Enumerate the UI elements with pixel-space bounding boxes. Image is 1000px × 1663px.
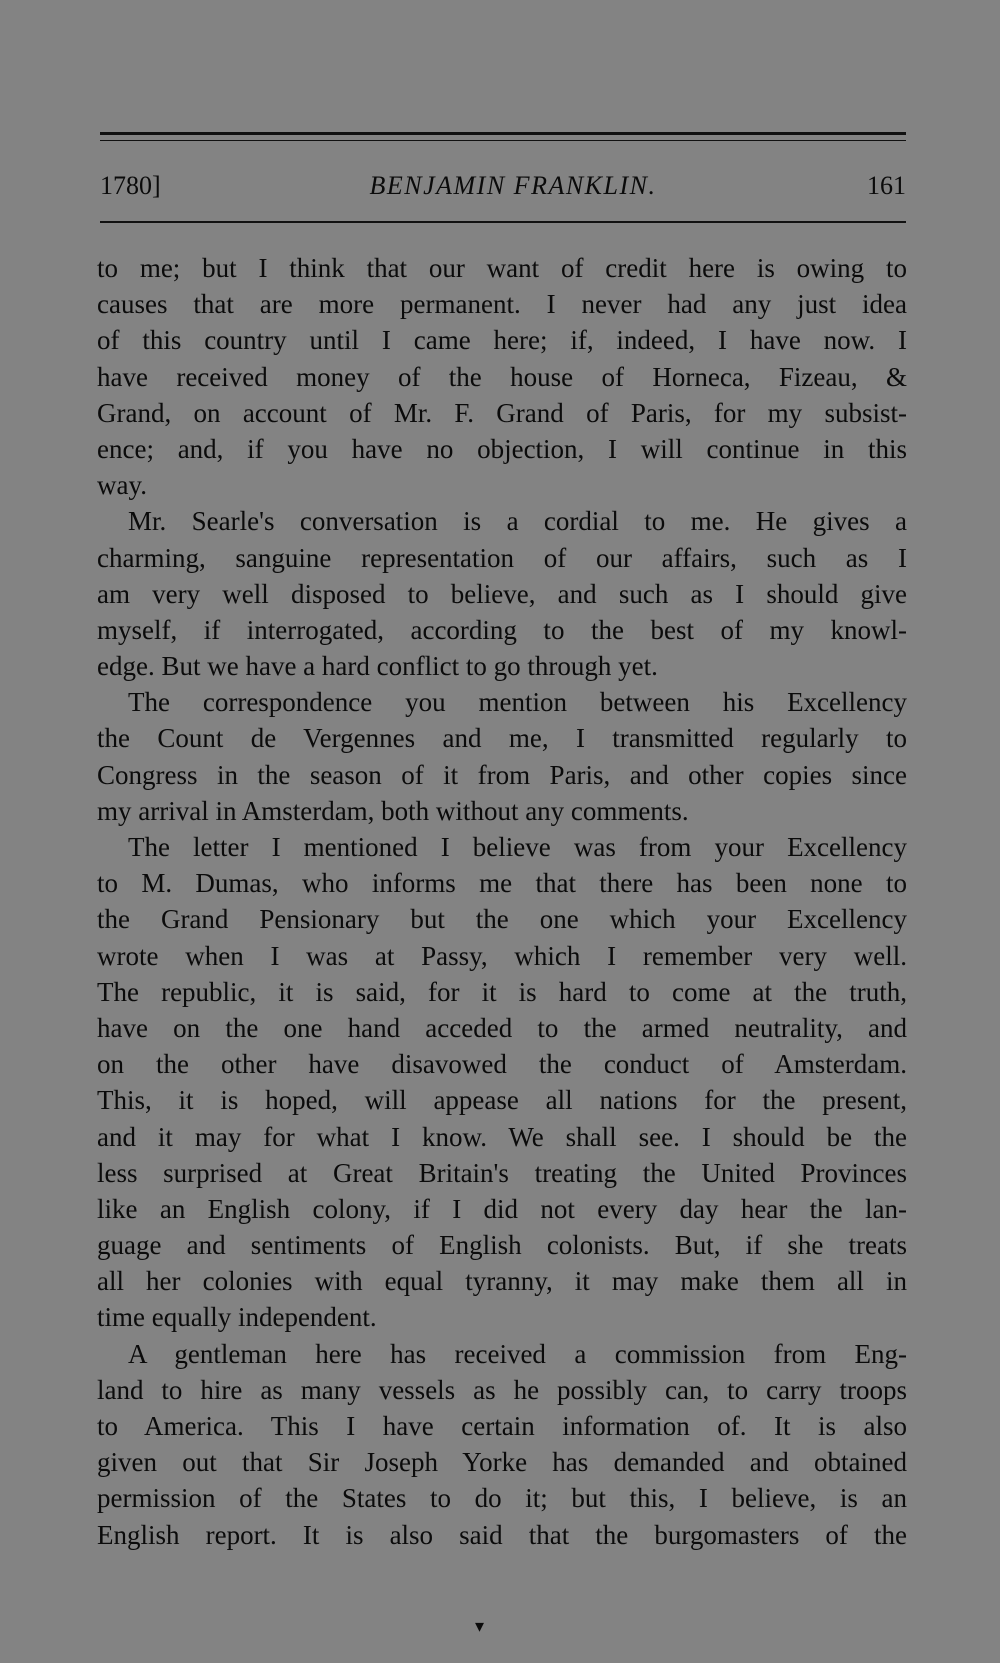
text-line: the Count de Vergennes and me, I transmitted regularly to [97, 723, 907, 754]
text-line: way. [97, 470, 147, 501]
text-line: guage and sentiments of English colonists. But, if she treats [97, 1230, 907, 1261]
text-line: have on the one hand acceded to the armed neutrality, and [97, 1012, 907, 1043]
footer-mark: ▾ [475, 1616, 485, 1636]
header-rule [100, 221, 906, 223]
running-head-year: 1780] [100, 171, 161, 200]
text-line: my arrival in Amsterdam, both without any comments. [97, 795, 689, 826]
text-line: charming, sanguine representation of our affairs, such as I [97, 542, 907, 573]
text-line: ence; and, if you have no objection, I will continue in this [97, 433, 907, 464]
text-line: The republic, it is said, for it is hard to come at the truth, [97, 976, 907, 1007]
text-line: wrote when I was at Passy, which I remember very well. [97, 940, 907, 971]
text-line: edge. But we have a hard conflict to go through yet. [97, 651, 658, 682]
page-number: 161 [867, 171, 906, 200]
text-line: of this country until I came here; if, indeed, I have now. I [97, 325, 907, 356]
text-line: The correspondence you mention between his Excellency [128, 687, 907, 718]
text-line: The letter I mentioned I believe was from your Excellency [128, 832, 907, 862]
text-line: to me; but I think that our want of credit here is owing to [97, 253, 907, 283]
text-line: English report. It is also said that the burgomasters of the [97, 1519, 907, 1550]
text-line: the Grand Pensionary but the one which your Excellency [97, 904, 907, 935]
text-line: and it may for what I know. We shall see. I should be the [97, 1121, 907, 1152]
text-line: This, it is hoped, will appease all nations for the present, [97, 1085, 907, 1116]
text-line: to America. This I have certain information of. It is also [97, 1411, 907, 1441]
text-line: time equally independent. [97, 1302, 377, 1333]
text-line: like an English colony, if I did not every day hear the lan- [97, 1193, 907, 1224]
text-line: on the other have disavowed the conduct of Amsterdam. [97, 1049, 907, 1080]
top-double-rule-thick [100, 132, 906, 135]
running-head [100, 166, 906, 206]
text-line: permission of the States to do it; but this, I believe, is an [97, 1483, 907, 1514]
text-line: A gentleman here has received a commission from Eng- [128, 1338, 907, 1369]
text-line: to M. Dumas, who informs me that there has been none to [97, 868, 907, 899]
text-line: all her colonies with equal tyranny, it may make them all in [97, 1266, 907, 1297]
text-line: causes that are more permanent. I never had any just idea [97, 289, 907, 320]
text-line: land to hire as many vessels as he possibly can, to carry troops [97, 1374, 907, 1405]
top-double-rule-thin [100, 140, 906, 141]
text-line: Congress in the season of it from Paris, and other copies since [97, 759, 907, 790]
text-line: given out that Sir Joseph Yorke has demanded and obtained [97, 1447, 907, 1478]
text-line: have received money of the house of Horneca, Fizeau, & [97, 361, 907, 392]
text-line: less surprised at Great Britain's treating the United Provinces [97, 1157, 907, 1188]
running-head-title: BENJAMIN FRANKLIN. [369, 171, 657, 200]
body-text [97, 250, 907, 1553]
text-line: Grand, on account of Mr. F. Grand of Paris, for my subsist- [97, 397, 907, 428]
text-line: Mr. Searle's conversation is a cordial to me. He gives a [128, 506, 907, 537]
text-line: am very well disposed to believe, and such as I should give [97, 578, 907, 609]
text-line: myself, if interrogated, according to the best of my knowl- [97, 614, 907, 645]
